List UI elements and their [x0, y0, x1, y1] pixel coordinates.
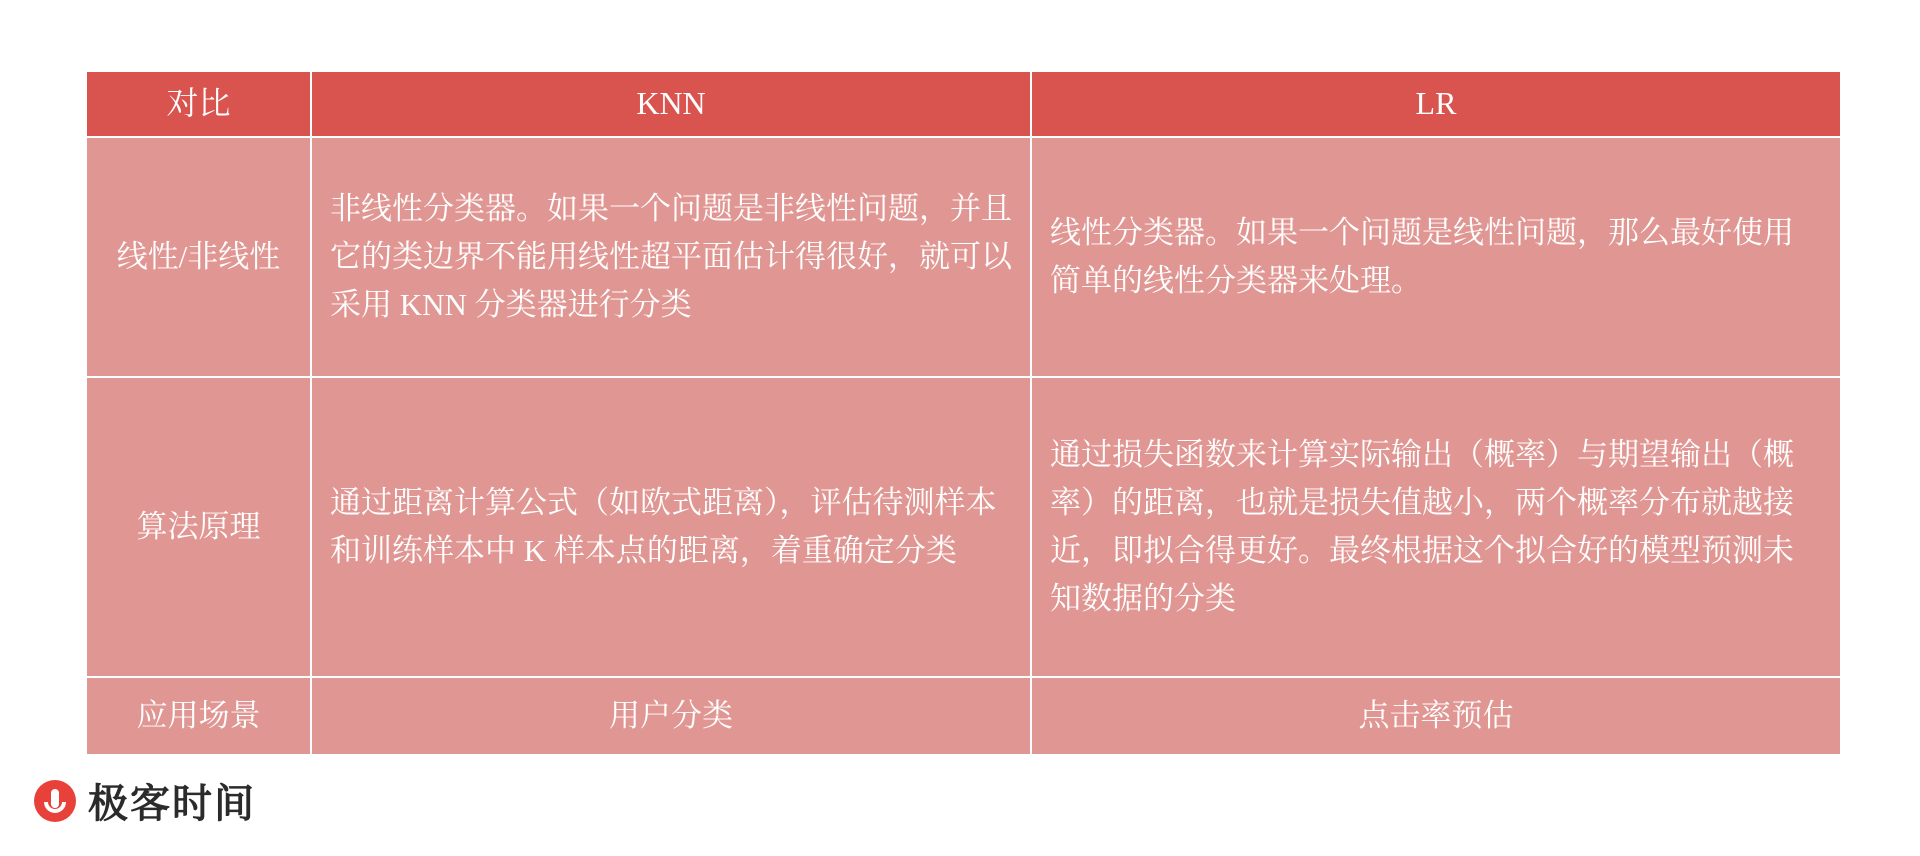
row-label-algorithm: 算法原理	[86, 377, 311, 677]
cell-lr-algorithm: 通过损失函数来计算实际输出（概率）与期望输出（概率）的距离，也就是损失值越小，两个概率分布就越接近，即拟合得更好。最终根据这个拟合好的模型预测未知数据的分类	[1031, 377, 1841, 677]
cell-knn-linearity: 非线性分类器。如果一个问题是非线性问题，并且它的类边界不能用线性超平面估计得很好，就可以采用 KNN 分类器进行分类	[311, 137, 1031, 377]
column-header-knn: KNN	[311, 71, 1031, 137]
geekbang-logo-icon	[34, 780, 76, 822]
table-header	[86, 71, 1841, 137]
cell-lr-scenario: 点击率预估	[1031, 677, 1841, 755]
column-header-lr: LR	[1031, 71, 1841, 137]
cell-knn-algorithm: 通过距离计算公式（如欧式距离），评估待测样本和训练样本中 K 样本点的距离，着重确定分类	[311, 377, 1031, 677]
comparison-table-container	[85, 70, 1840, 756]
row-label-scenario: 应用场景	[86, 677, 311, 755]
brand-name: 极客时间	[88, 781, 256, 827]
comparison-table	[85, 70, 1842, 756]
row-label-linearity: 线性/非线性	[86, 137, 311, 377]
footer-branding	[34, 772, 256, 829]
cell-lr-linearity: 线性分类器。如果一个问题是线性问题，那么最好使用简单的线性分类器来处理。	[1031, 137, 1841, 377]
table-row	[86, 377, 1841, 677]
table-header-row	[86, 71, 1841, 137]
table-row	[86, 137, 1841, 377]
column-header-compare: 对比	[86, 71, 311, 137]
cell-knn-scenario: 用户分类	[311, 677, 1031, 755]
table-body	[86, 137, 1841, 755]
table-row	[86, 677, 1841, 755]
